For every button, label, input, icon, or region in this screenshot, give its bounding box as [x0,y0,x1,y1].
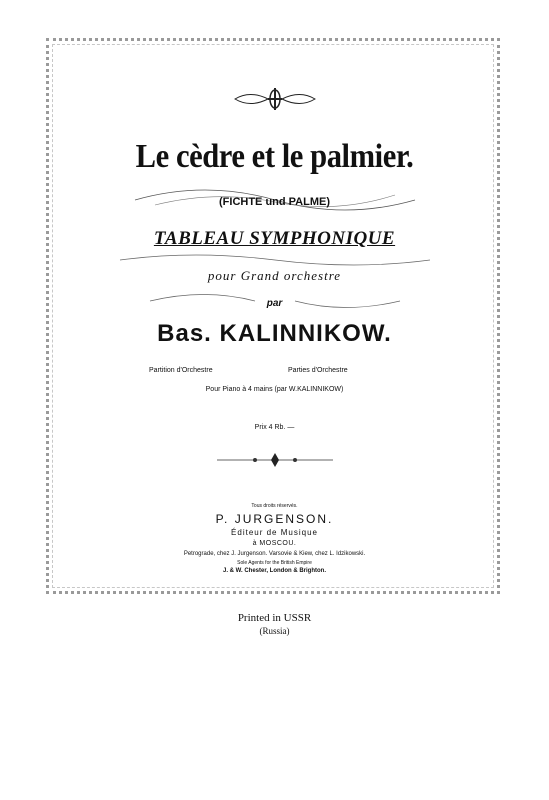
genre-heading: TABLEAU SYMPHONIQUE [153,228,396,249]
publisher-title: Éditeur de Musique [231,528,318,537]
publisher-chester: J. & W. Chester, London & Brighton. [223,568,326,574]
genre-flourish [115,250,435,270]
rights-reserved: Tous droits réservés. [251,503,298,509]
page-title: Le cèdre et le palmier. [135,138,414,175]
composer-name: Bas. KALINNIKOW. [157,320,392,347]
partition-label: Partition d'Orchestre [149,367,213,374]
piano-arrangement: Pour Piano à 4 mains (par W.KALINNIKOW) [205,386,344,393]
parties-label: Parties d'Orchestre [288,367,348,374]
printed-stamp: Printed in USSR [237,612,312,624]
middle-ornament [215,452,335,468]
top-ornament [230,86,320,112]
par-label: par [266,298,283,309]
scoring-line: pour Grand orchestre [207,268,342,283]
publisher-name: P. JURGENSON. [215,512,334,526]
publisher-branches: Petrograde, chez J. Jurgenson. Varsovie & Kiew, chez L. Idzikowski. [183,551,366,557]
publisher-agents: Sole Agents for the British Empire [237,560,312,566]
publisher-city: à MOSCOU. [252,540,297,547]
printed-stamp-country: (Russia) [259,626,290,636]
price-label: Prix 4 Rb. — [254,424,295,431]
subtitle: (FICHTE und PALME) [219,196,330,208]
